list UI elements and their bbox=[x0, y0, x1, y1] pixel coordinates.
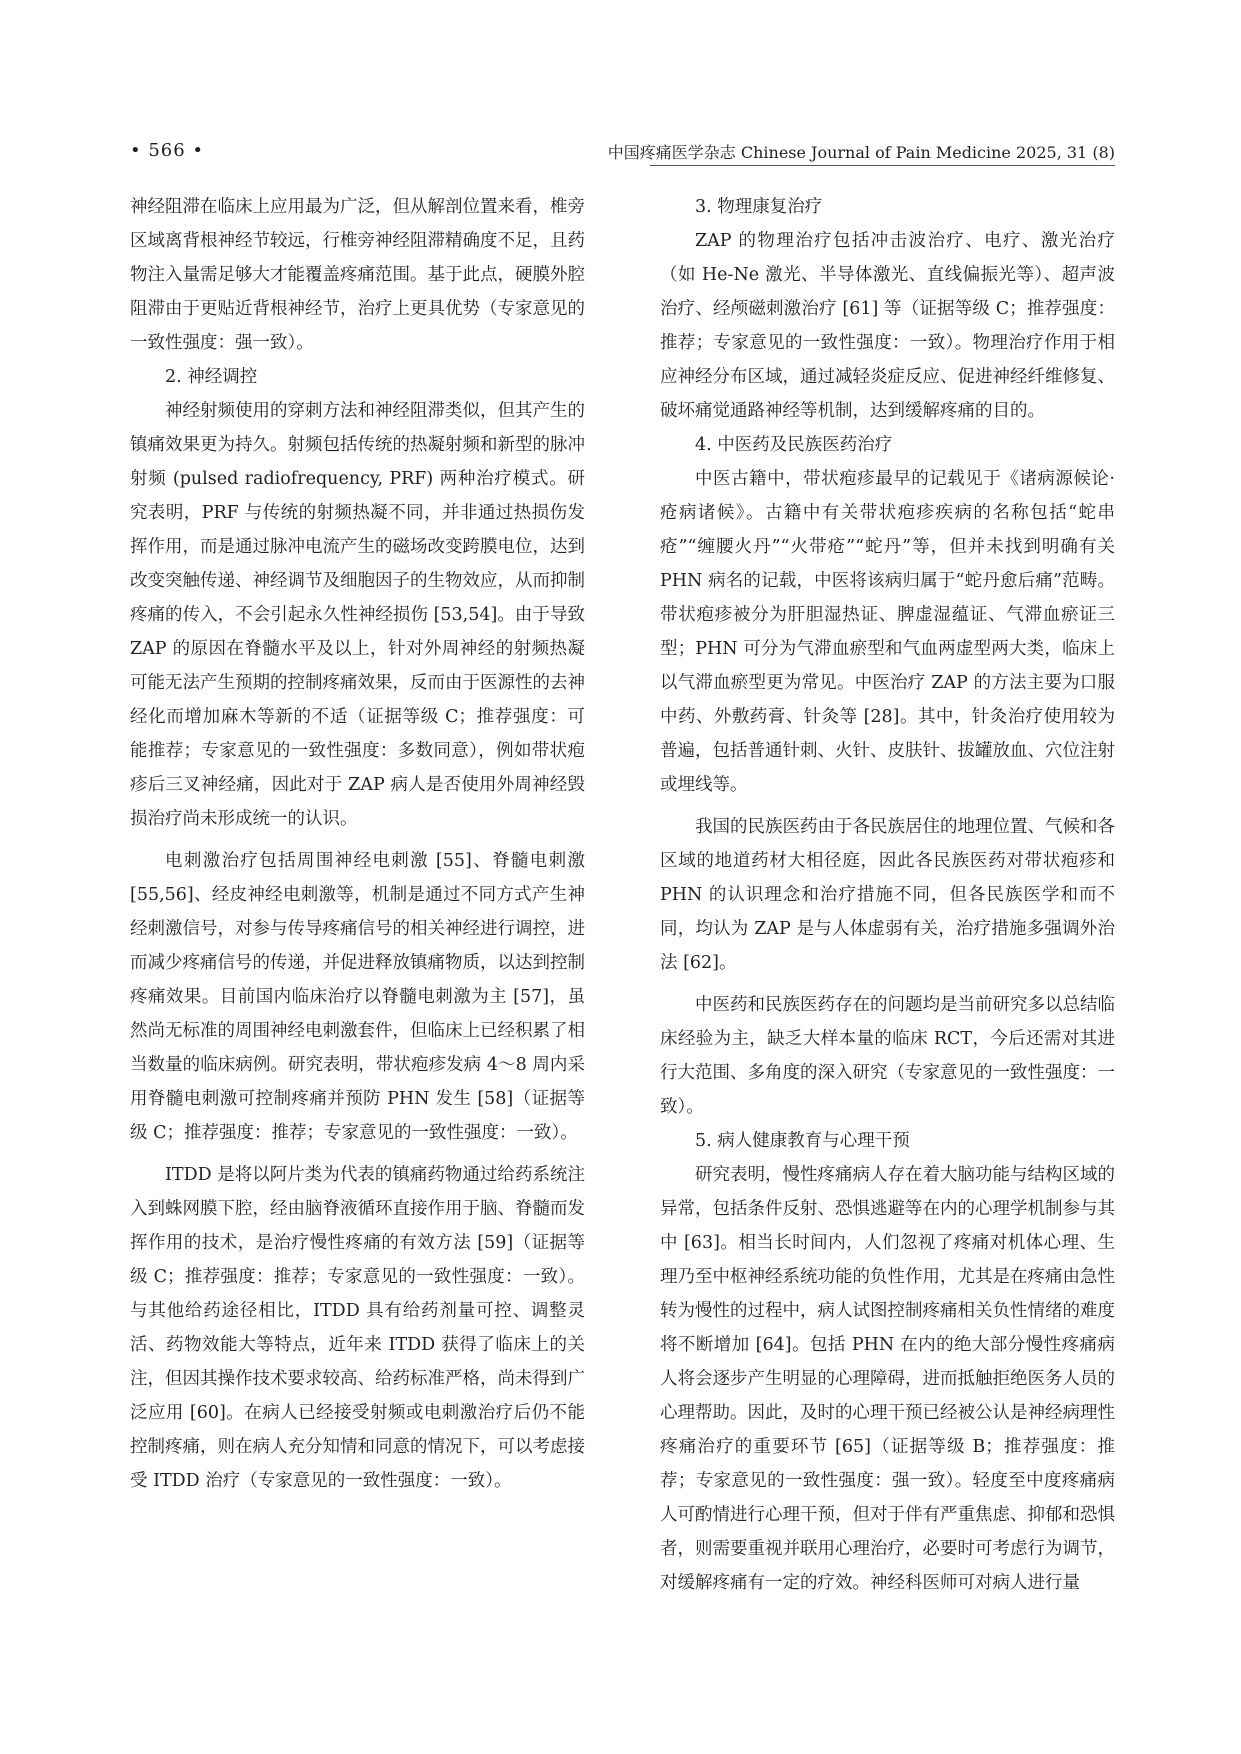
paragraph: 研究表明，慢性疼痛病人存在着大脑功能与结构区域的异常，包括条件反射、恐惧逃避等在内的心理学机制参与其中 [63]。相当长时间内，人们忽视了疼痛对机体心理、生理乃至中枢神经系统功能的负性作用，尤其是在疼痛由急性转为慢性的过程中，病人试图控制疼痛相关负性情绪的难度将不断增加 [64]。包括 PHN 在内的绝大部分慢性疼痛病人将会逐步产生明显的心理障碍，进而抵触拒绝医务人员的心理帮助。因此，及时的心理干预已经被公认是神经病理性疼痛治疗的重要环节 [65]（证据等级 B；推荐强度：推荐；专家意见的一致性强度：强一致）。轻度至中度疼痛病人可酌情进行心理干预，但对于伴有严重焦虑、抑郁和恐惧者，则需要重视并联用心理治疗，必要时可考虑行为调节，对缓解疼痛有一定的疗效。神经科医师可对病人进行量 bbox=[660, 1165, 1115, 1593]
paragraph: 神经射频使用的穿刺方法和神经阻滞类似，但其产生的镇痛效果更为持久。射频包括传统的热凝射频和新型的脉冲射频 (pulsed radiofrequency, PRF) 两种治疗模式。研究表明，PRF 与传统的射频热凝不同，并非通过热损伤发挥作用，而是通过脉冲电流产生的磁场改变跨膜电位，达到改变突触传递、神经调节及细胞因子的生物效应，从而抑制疼痛的传入，不会引起永久性神经损伤 [53,54]。由于导致 ZAP 的原因在脊髓水平及以上，针对外周神经的射频热凝可能无法产生预期的控制疼痛效果，反而由于医源性的去神经化而增加麻木等新的不适（证据等级 C；推荐强度：可能推荐；专家意见的一致性强度：多数同意），例如带状疱疹后三叉神经痛，因此对于 ZAP 病人是否使用外周神经毁损治疗尚未形成统一的认识。 bbox=[130, 401, 585, 829]
paragraph: 我国的民族医药由于各民族居住的地理位置、气候和各区域的地道药材大相径庭，因此各民族医药对带状疱疹和 PHN 的认识理念和治疗措施不同，但各民族医学和而不同，均认为 ZAP 是与人体虚弱有关，治疗措施多强调外治法 [62]。 bbox=[660, 817, 1115, 973]
paragraph: ZAP 的物理治疗包括冲击波治疗、电疗、激光治疗（如 He-Ne 激光、半导体激光、直线偏振光等）、超声波治疗、经颅磁刺激治疗 [61] 等（证据等级 C；推荐强度：推荐；专家意见的一致性强度：一致）。物理治疗作用于相应神经分布区域，通过减轻炎症反应、促进神经纤维修复、破坏痛觉通路神经等机制，达到缓解疼痛的目的。 bbox=[660, 231, 1115, 421]
section-heading: 3. 物理康复治疗 bbox=[695, 197, 823, 217]
page-header bbox=[130, 140, 1115, 174]
paragraph: 神经阻滞在临床上应用最为广泛，但从解剖位置来看，椎旁区域离背根神经节较远，行椎旁神经阻滞精确度不足，且药物注入量需足够大才能覆盖疼痛范围。基于此点，硬膜外腔阻滞由于更贴近背根神经节，治疗上更具优势（专家意见的一致性强度：强一致）。 bbox=[130, 197, 585, 353]
paragraph: 中医药和民族医药存在的问题均是当前研究多以总结临床经验为主，缺乏大样本量的临床 RCT，今后还需对其进行大范围、多角度的深入研究（专家意见的一致性强度：一致）。 bbox=[660, 995, 1115, 1117]
right-column bbox=[660, 190, 1115, 1600]
paragraph: 中医古籍中，带状疱疹最早的记载见于《诸病源候论·疮病诸候》。古籍中有关带状疱疹疾病的名称包括“蛇串疮”“缠腰火丹”“火带疮”“蛇丹”等，但并未找到明确有关 PHN 病名的记载，中医将该病归属于“蛇丹愈后痛”范畴。带状疱疹被分为肝胆湿热证、脾虚湿蕴证、气滞血瘀证三型；PHN 可分为气滞血瘀型和气血两虚型两大类，临床上以气滞血瘀型更为常见。中医治疗 ZAP 的方法主要为口服中药、外敷药膏、针灸等 [28]。其中，针灸治疗使用较为普遍，包括普通针刺、火针、皮肤针、拔罐放血、穴位注射或埋线等。 bbox=[660, 469, 1115, 795]
paragraph: ITDD 是将以阿片类为代表的镇痛药物通过给药系统注入到蛛网膜下腔，经由脑脊液循环直接作用于脑、脊髓而发挥作用的技术，是治疗慢性疼痛的有效方法 [59]（证据等级 C；推荐强度：推荐；专家意见的一致性强度：一致）。与其他给药途径相比，ITDD 具有给药剂量可控、调整灵活、药物效能大等特点，近年来 ITDD 获得了临床上的关注，但因其操作技术要求较高、给药标准严格，尚未得到广泛应用 [60]。在病人已经接受射频或电刺激治疗后仍不能控制疼痛，则在病人充分知情和同意的情况下，可以考虑接受 ITDD 治疗（专家意见的一致性强度：一致）。 bbox=[130, 1165, 585, 1491]
section-heading: 5. 病人健康教育与心理干预 bbox=[695, 1131, 910, 1151]
journal-title: 中国疼痛医学杂志 Chinese Journal of Pain Medicine 2025, 31 (8) bbox=[607, 143, 1115, 162]
paragraph: 电刺激治疗包括周围神经电刺激 [55]、脊髓电刺激 [55,56]、经皮神经电刺激等，机制是通过不同方式产生神经刺激信号，对参与传导疼痛信号的相关神经进行调控，进而减少疼痛信号的传递，并促进释放镇痛物质，以达到控制疼痛效果。目前国内临床治疗以脊髓电刺激为主 [57]，虽然尚无标准的周围神经电刺激套件，但临床上已经积累了相当数量的临床病例。研究表明，带状疱疹发病 4～8 周内采用脊髓电刺激可控制疼痛并预防 PHN 发生 [58]（证据等级 C；推荐强度：推荐；专家意见的一致性强度：一致）。 bbox=[130, 851, 585, 1143]
page-number: • 566 • bbox=[130, 140, 205, 161]
header-rule bbox=[650, 165, 1115, 166]
section-heading: 2. 神经调控 bbox=[165, 367, 258, 387]
left-column bbox=[130, 190, 585, 1498]
section-heading: 4. 中医药及民族医药治疗 bbox=[695, 435, 893, 455]
